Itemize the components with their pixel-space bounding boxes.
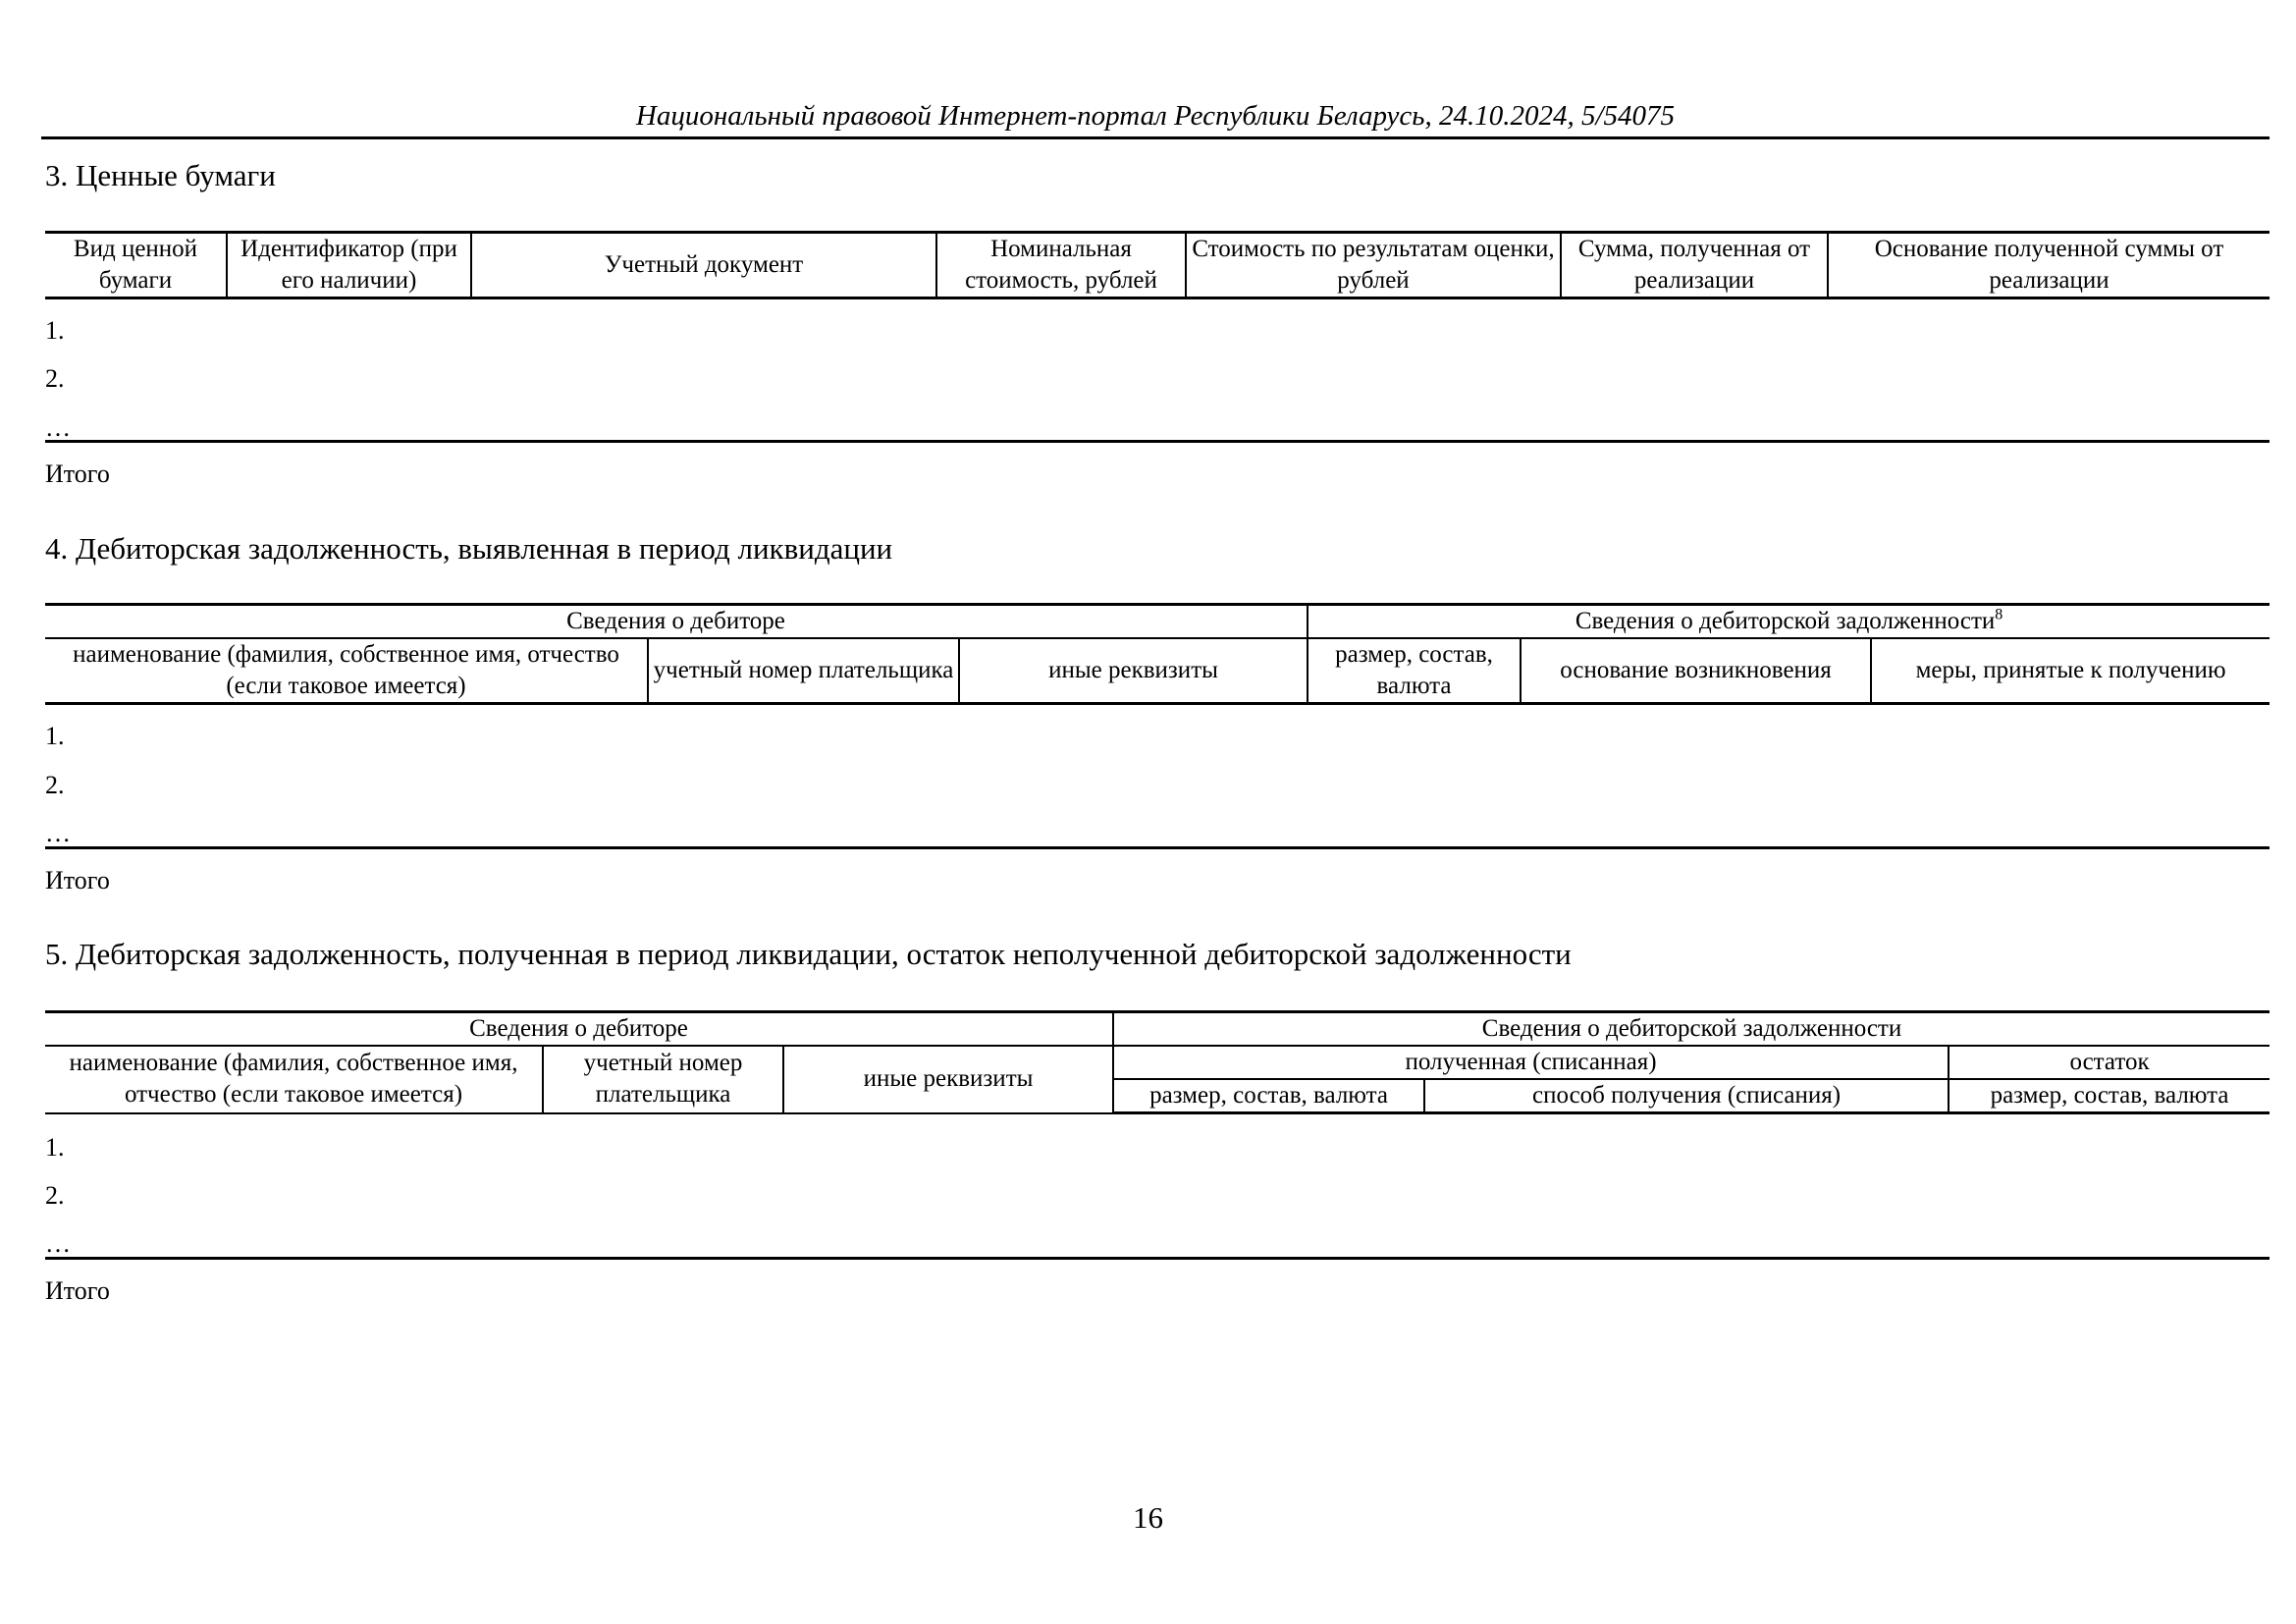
col-origin-basis: основание возникновения: [1521, 638, 1871, 704]
row-label: 2.: [45, 771, 65, 799]
group-remainder: остаток: [1949, 1046, 2269, 1079]
col-identifier: Идентификатор (при его наличии): [227, 233, 471, 298]
total-label: Итого: [45, 1276, 110, 1305]
page-number: 16: [1133, 1500, 1163, 1535]
col-other-details: иные реквизиты: [959, 638, 1308, 704]
col-debtor-name: наименование (фамилия, собственное имя, отчество (если таковое имеется): [45, 638, 648, 704]
row-label: 2.: [45, 364, 65, 393]
table-bottom-rule: [45, 1257, 2269, 1260]
receivables-identified-table-header: [45, 603, 2269, 705]
group-received-written-off: полученная (списанная): [1113, 1046, 1949, 1079]
row-label: …: [45, 413, 71, 442]
col-debtor-name: наименование (фамилия, собственное имя, отчество (если таковое имеется): [45, 1046, 543, 1113]
row-label: 1.: [45, 1133, 65, 1162]
group-receivable-info: Сведения о дебиторской задолженности: [1113, 1012, 2269, 1047]
col-other-details: иные реквизиты: [783, 1046, 1113, 1113]
col-sale-amount: Сумма, полученная от реализации: [1561, 233, 1828, 298]
securities-table-header: [45, 231, 2269, 299]
row-label: …: [45, 1229, 71, 1258]
col-nominal-value: Номинальная стоимость, рублей: [936, 233, 1186, 298]
section-3-title: 3. Ценные бумаги: [45, 158, 276, 192]
footnote-marker: 8: [1995, 606, 2003, 623]
col-taxpayer-number: учетный номер плательщика: [543, 1046, 783, 1113]
group-debtor-info: Сведения о дебиторе: [45, 605, 1308, 639]
row-label: 1.: [45, 722, 65, 750]
row-label: 1.: [45, 316, 65, 345]
group-debtor-info: Сведения о дебиторе: [45, 1012, 1113, 1047]
col-security-type: Вид ценной бумаги: [45, 233, 227, 298]
col-collection-measures: меры, принятые к получению: [1871, 638, 2269, 704]
row-label: …: [45, 819, 71, 847]
col-sale-basis: Основание полученной суммы от реализации: [1828, 233, 2269, 298]
portal-header: Национальный правовой Интернет-портал Республики Беларусь, 24.10.2024, 5/54075: [635, 100, 1676, 132]
col-appraised-value: Стоимость по результатам оценки, рублей: [1186, 233, 1561, 298]
col-receipt-method: способ получения (списания): [1424, 1079, 1949, 1113]
row-label: 2.: [45, 1181, 65, 1210]
col-received-amount-currency: размер, состав, валюта: [1113, 1079, 1424, 1113]
table-bottom-rule: [45, 846, 2269, 849]
section-5-title: 5. Дебиторская задолженность, полученная в период ликвидации, остаток неполученной дебиторской задолженности: [45, 937, 1572, 971]
table-bottom-rule: [45, 440, 2269, 443]
total-label: Итого: [45, 866, 110, 894]
total-label: Итого: [45, 460, 110, 488]
col-accounting-document: Учетный документ: [471, 233, 936, 298]
col-remainder-amount-currency: размер, состав, валюта: [1949, 1079, 2269, 1113]
receivables-received-table-header: [45, 1010, 2269, 1114]
col-taxpayer-number: учетный номер плательщика: [648, 638, 959, 704]
section-4-title: 4. Дебиторская задолженность, выявленная в период ликвидации: [45, 531, 893, 566]
group-receivable-info: Сведения о дебиторской задолженности$^8$: [1308, 605, 2269, 639]
col-amount-currency: размер, состав, валюта: [1308, 638, 1521, 704]
header-rule: [41, 136, 2269, 139]
